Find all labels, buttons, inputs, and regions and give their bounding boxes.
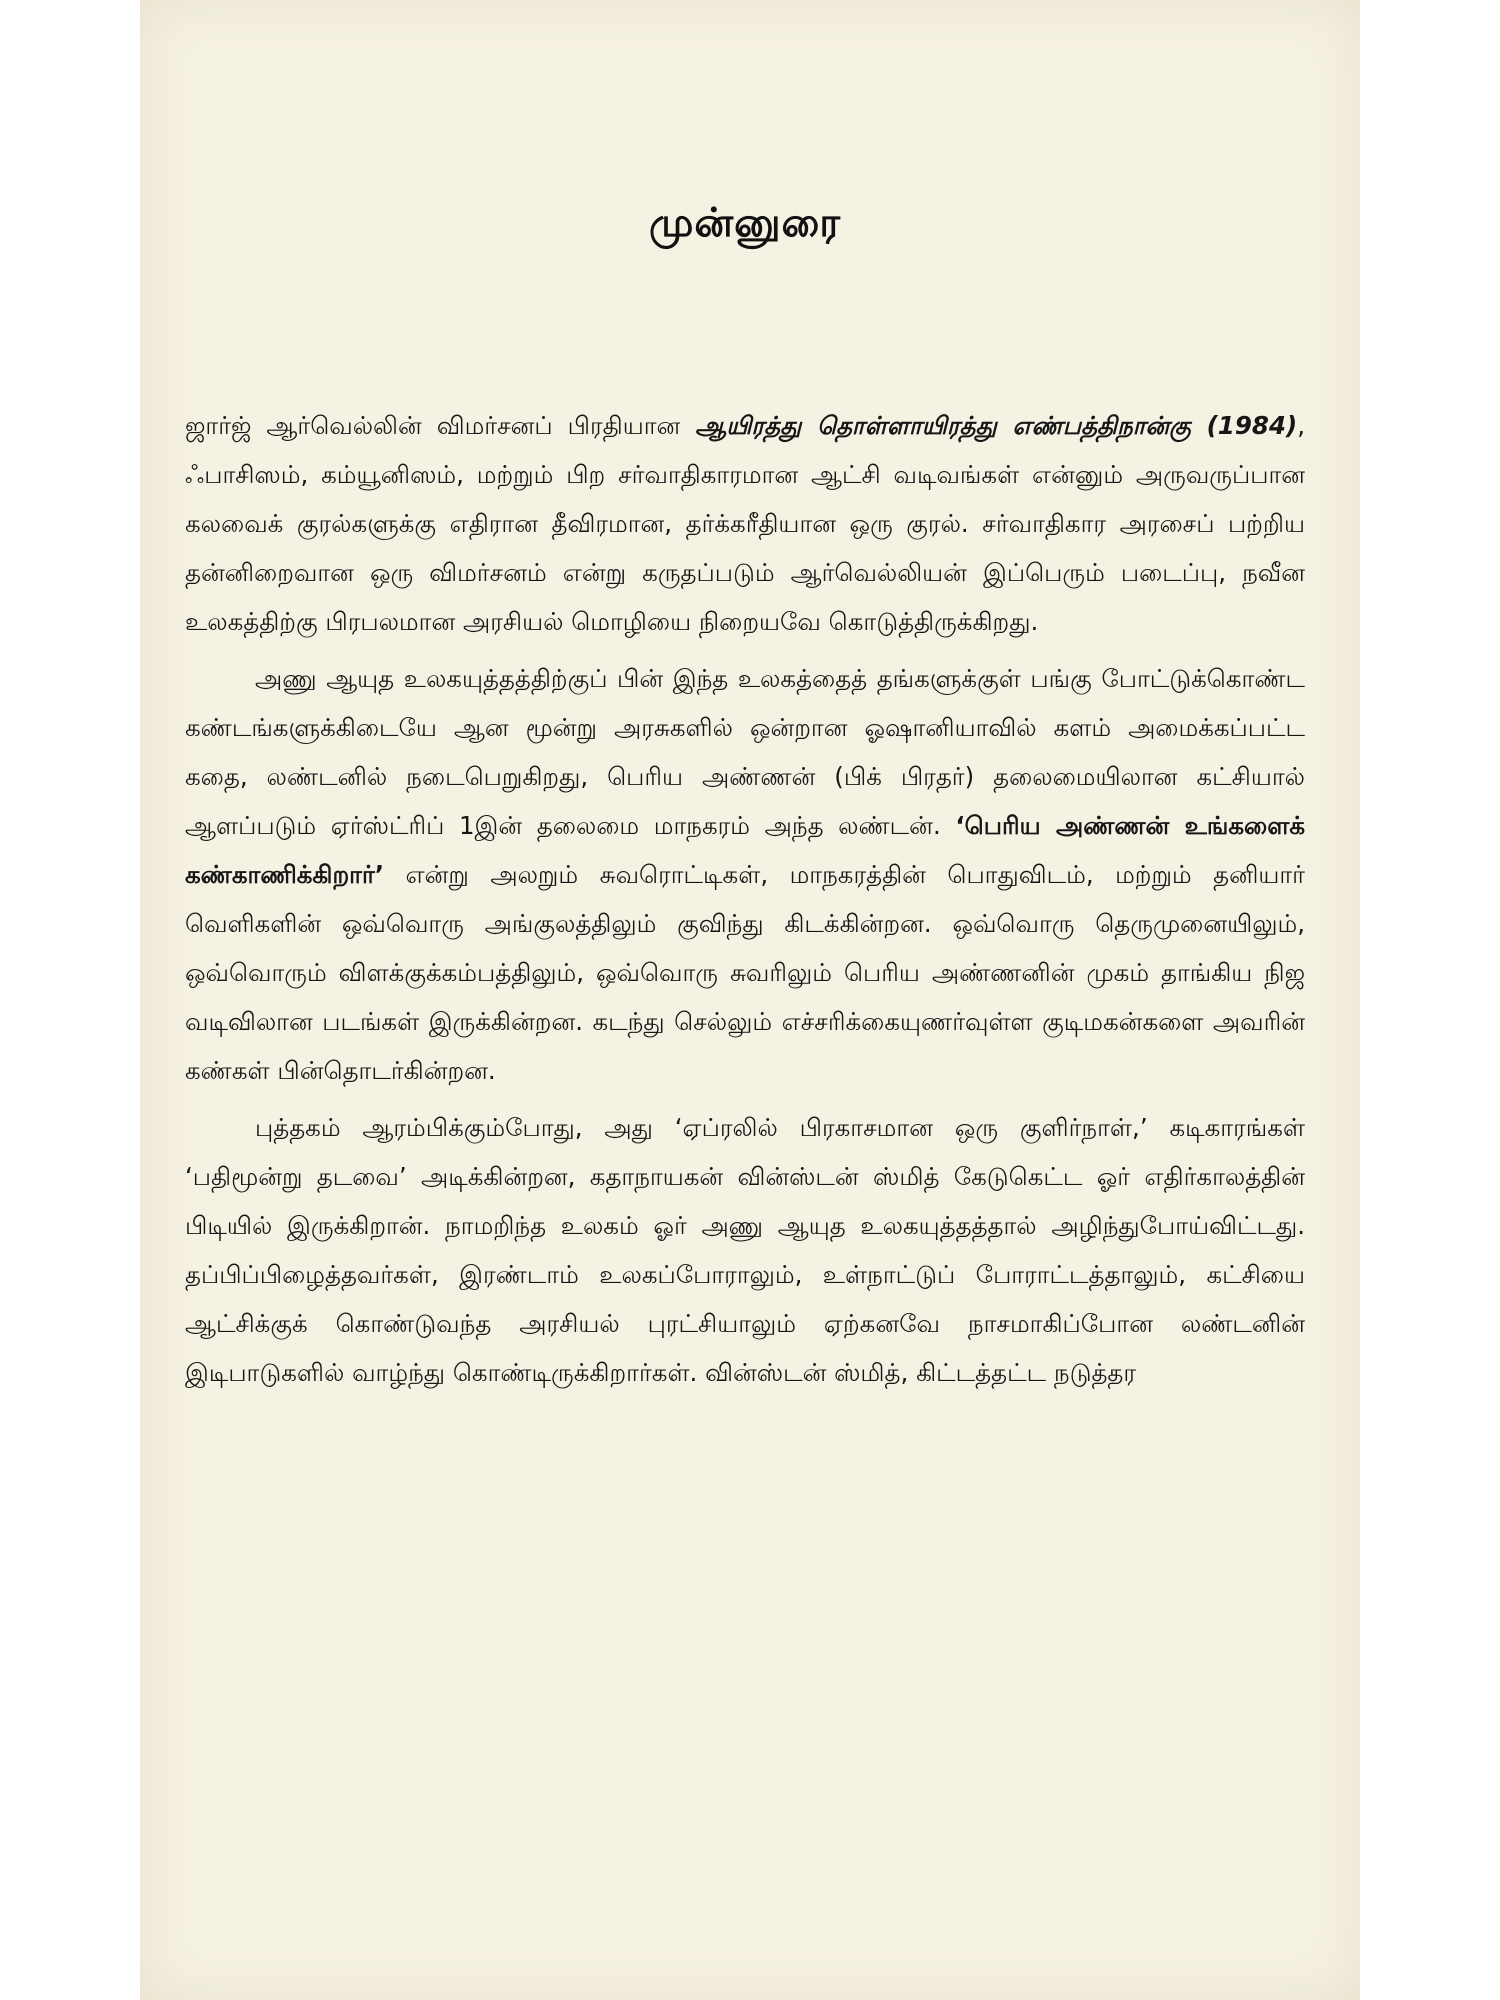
page-content — [185, 200, 1305, 1397]
paragraph-text: அணு ஆயுத உலகயுத்தத்திற்குப் பின் இந்த உலகத்தைத் தங்களுக்குள் பங்கு போட்டுக்கொண்ட கண்டங்களுக்கிடையே ஆன மூன்று அரசுகளில் ஒன்றான ஓஷானியாவில் களம் அமைக்கப்பட்ட கதை, லண்டனில் நடைபெறுகிறது, பெரிய அண்ணன் (பிக் பிரதர்) தலைமையிலான கட்சியால் ஆளப்படும் ஏர்ஸ்ட்ரிப் 1இன் தலைமை மாநகரம் அந்த லண்டன். — [185, 664, 1305, 840]
slogan-emphasis: ‘பெரிய அண்ணன் உங்களைக் கண்காணிக்கிறார்’ — [185, 811, 1305, 889]
book-title-emphasis: ஆயிரத்து தொள்ளாயிரத்து எண்பத்திநான்கு (1984) — [695, 411, 1298, 440]
paragraph-3 — [185, 1103, 1305, 1397]
book-page — [140, 0, 1360, 2000]
page-title: முன்னுரை — [648, 200, 842, 246]
paragraph-1 — [185, 401, 1305, 646]
paragraph-2 — [185, 654, 1305, 1095]
paragraph-text: என்று அலறும் சுவரொட்டிகள், மாநகரத்தின் பொதுவிடம், மற்றும் தனியார் வெளிகளின் ஒவ்வொரு அங்குலத்திலும் குவிந்து கிடக்கின்றன. ஒவ்வொரு தெருமுனையிலும், ஒவ்வொரும் விளக்குக்கம்பத்திலும், ஒவ்வொரு சுவரிலும் பெரிய அண்ணனின் முகம் தாங்கிய நிஜ வடிவிலான படங்கள் இருக்கின்றன. கடந்து செல்லும் எச்சரிக்கையுணர்வுள்ள குடிமகன்களை அவரின் கண்கள் பின்தொடர்கின்றன. — [185, 860, 1305, 1085]
paragraph-text: , ஃபாசிஸம், கம்யூனிஸம், மற்றும் பிற சர்வாதிகாரமான ஆட்சி வடிவங்கள் என்னும் அருவருப்பான கலவைக் குரல்களுக்கு எதிரான தீவிரமான, தர்க்கரீதியான ஒரு குரல். சர்வாதிகார அரசைப் பற்றிய தன்னிறைவான ஒரு விமர்சனம் என்று கருதப்படும் ஆர்வெல்லியன் இப்பெரும் படைப்பு, நவீன உலகத்திற்கு பிரபலமான அரசியல் மொழியை நிறையவே கொடுத்திருக்கிறது. — [185, 411, 1305, 636]
paragraph-text: புத்தகம் ஆரம்பிக்கும்போது, அது ‘ஏப்ரலில் பிரகாசமான ஒரு குளிர்நாள்,’ கடிகாரங்கள் ‘பதிமூன்று தடவை’ அடிக்கின்றன, கதாநாயகன் வின்ஸ்டன் ஸ்மித் கேடுகெட்ட ஓர் எதிர்காலத்தின் பிடியில் இருக்கிறான். நாமறிந்த உலகம் ஓர் அணு ஆயுத உலகயுத்தத்தால் அழிந்துபோய்விட்டது. தப்பிப்பிழைத்தவர்கள், இரண்டாம் உலகப்போராலும், உள்நாட்டுப் போராட்டத்தாலும், கட்சியை ஆட்சிக்குக் கொண்டுவந்த அரசியல் புரட்சியாலும் ஏற்கனவே நாசமாகிப்போன லண்டனின் இடிபாடுகளில் வாழ்ந்து கொண்டிருக்கிறார்கள். வின்ஸ்டன் ஸ்மித், கிட்டத்தட்ட நடுத்தர — [185, 1113, 1305, 1387]
paragraph-text: ஜார்ஜ் ஆர்வெல்லின் விமர்சனப் பிரதியான — [185, 411, 696, 440]
